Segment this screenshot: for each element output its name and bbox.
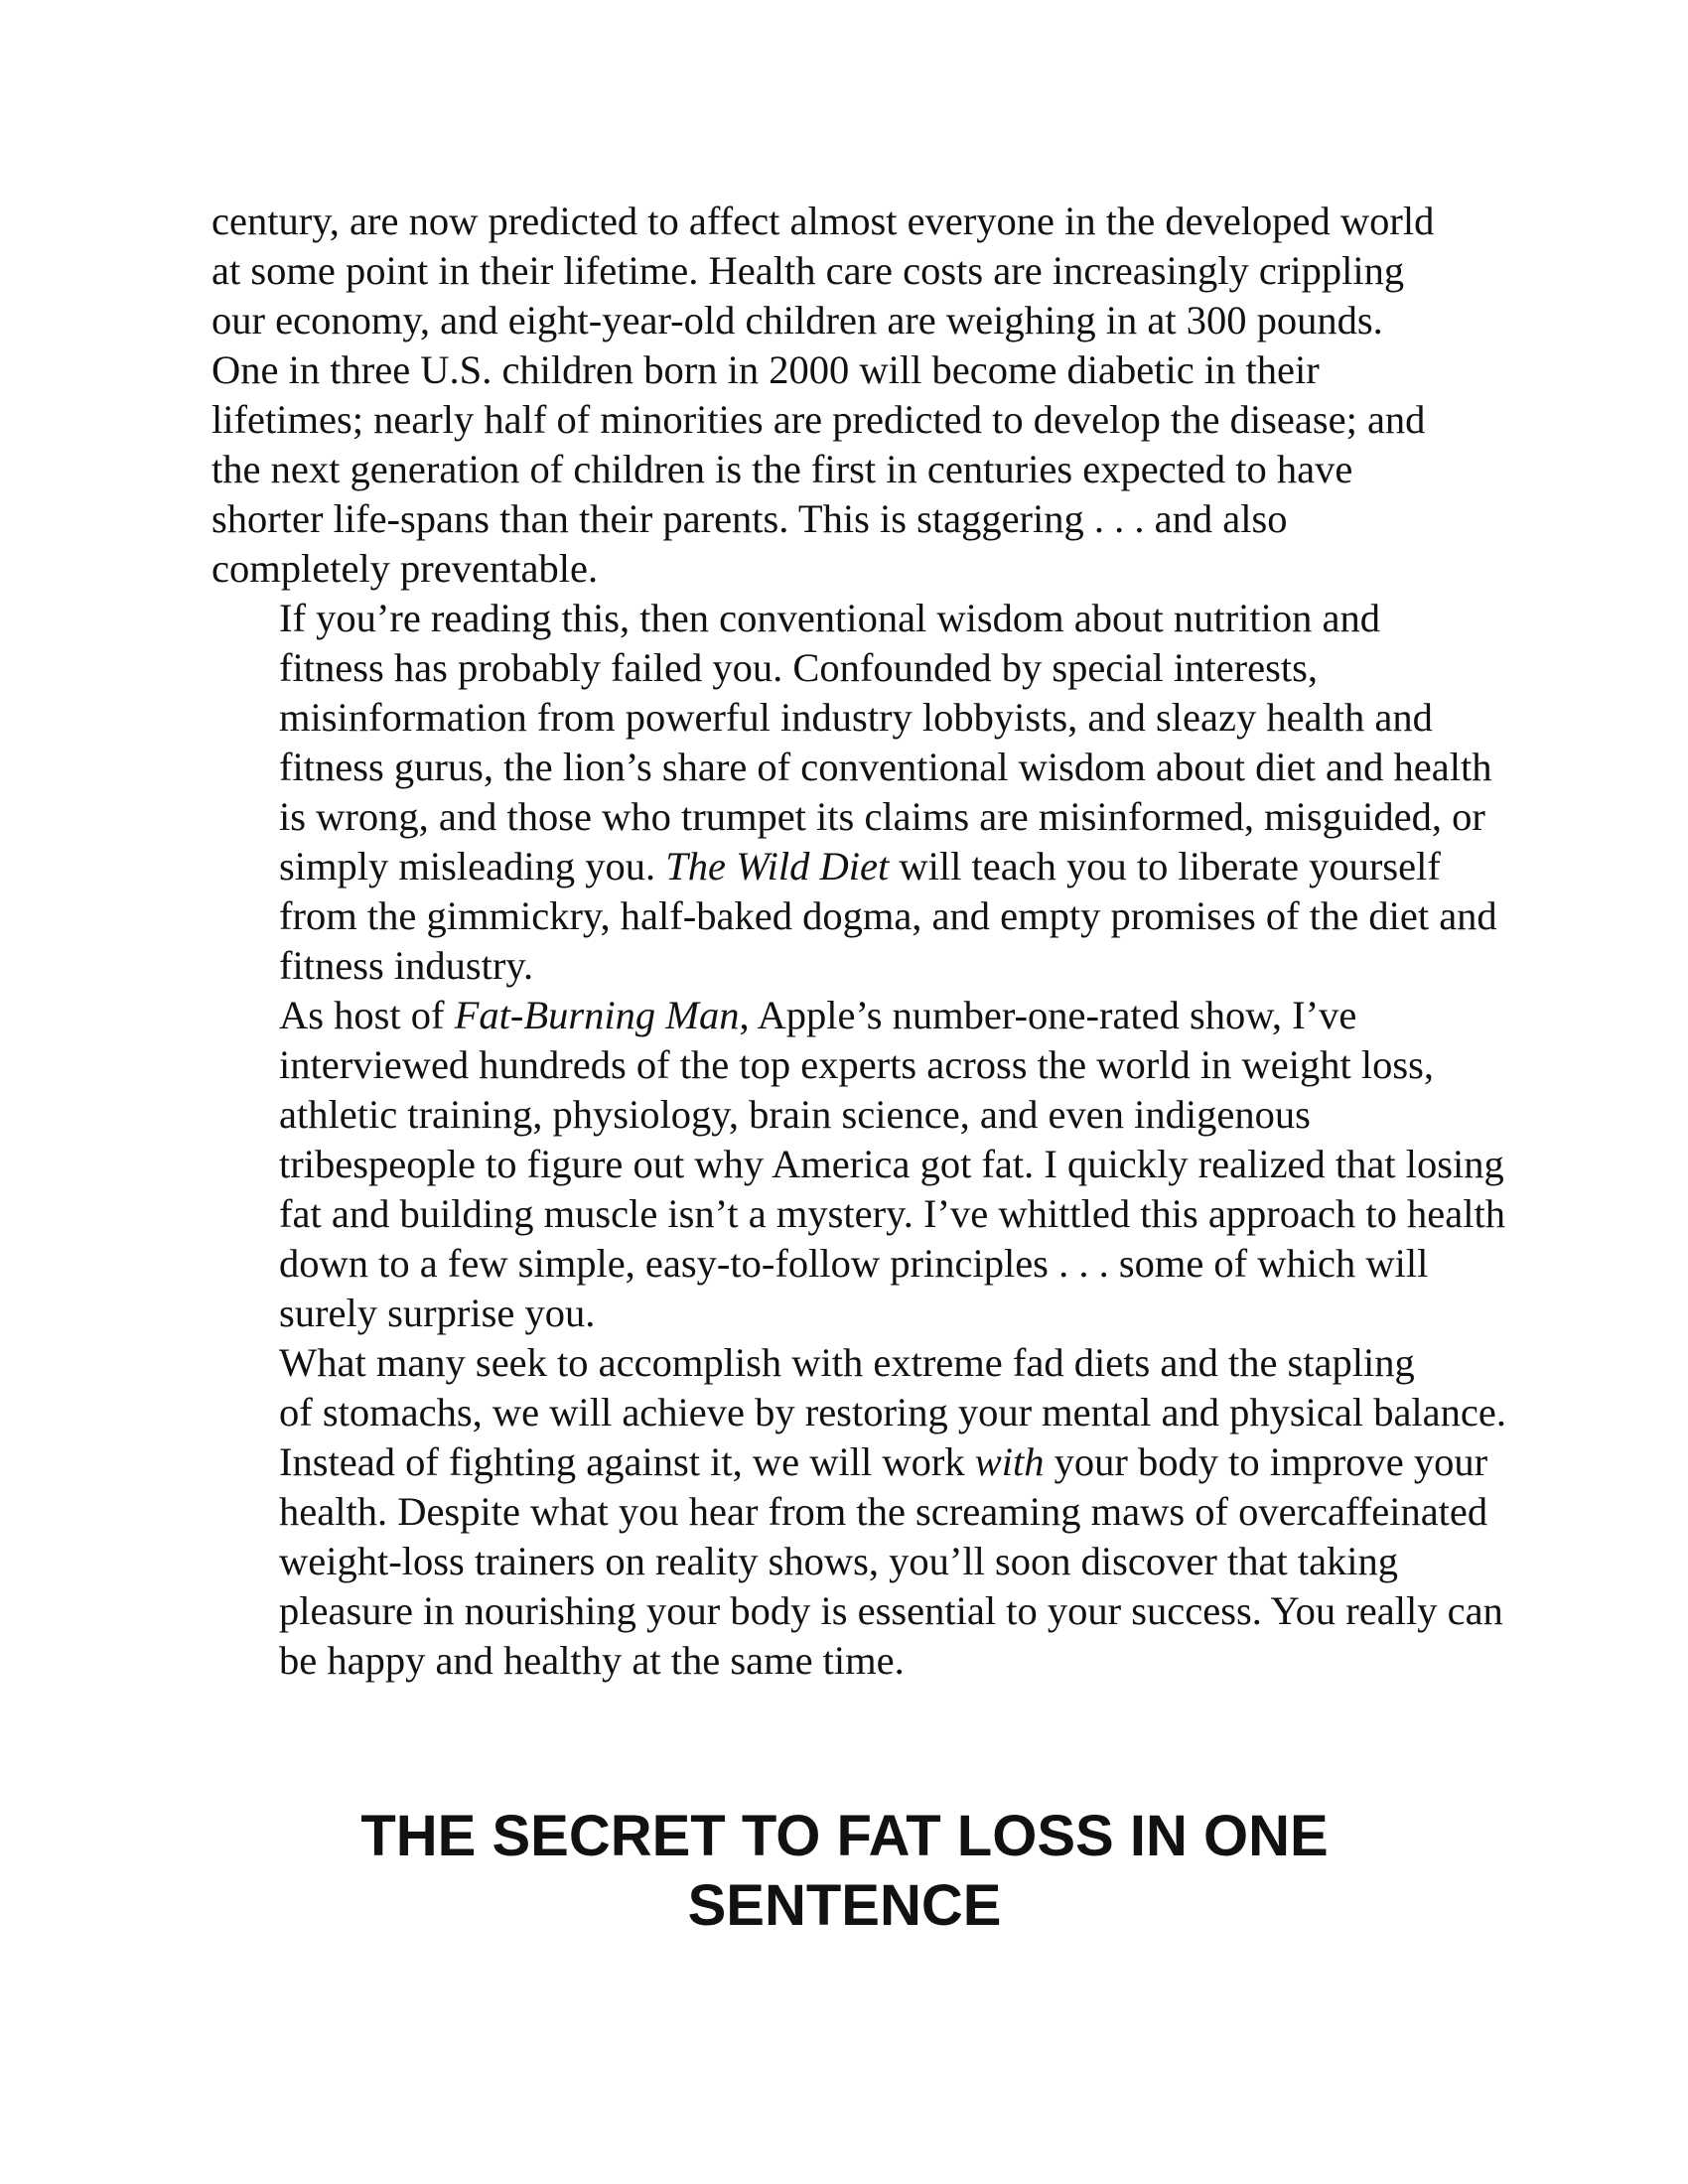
paragraph-4 — [211, 1338, 1506, 1686]
text-segment: As host of — [279, 993, 455, 1037]
text-line: tribespeople to figure out why America got fat. I quickly realized that losing — [279, 1142, 1504, 1186]
text-line: surely surprise you. — [279, 1291, 596, 1335]
text-line: century, are now predicted to affect almost everyone in the developed world — [211, 199, 1435, 243]
text-line: athletic training, physiology, brain science, and even indigenous — [279, 1092, 1311, 1137]
text-segment: will teach you to liberate yourself — [889, 844, 1441, 888]
text-line: pleasure in nourishing your body is essential to your success. You really can — [279, 1588, 1503, 1633]
text-segment: Instead of fighting against it, we will work — [279, 1439, 975, 1484]
text-line: What many seek to accomplish with extreme fad diets and the stapling — [279, 1340, 1415, 1385]
paragraph-3 — [211, 991, 1505, 1338]
text-line: fitness gurus, the lion’s share of conventional wisdom about diet and health — [279, 745, 1492, 789]
text-line: health. Despite what you hear from the screaming maws of overcaffeinated — [279, 1489, 1488, 1534]
text-line: our economy, and eight-year-old children are weighing in at 300 pounds. — [211, 298, 1383, 342]
section-heading — [211, 1802, 1477, 1941]
paragraph-2 — [211, 594, 1497, 991]
text-line: down to a few simple, easy-to-follow principles . . . some of which will — [279, 1241, 1429, 1286]
text-line-with-title — [211, 842, 1492, 891]
text-line: be happy and healthy at the same time. — [279, 1638, 905, 1683]
text-line: weight-loss trainers on reality shows, you’ll soon discover that taking — [279, 1539, 1399, 1583]
show-title: Fat-Burning Man — [454, 993, 740, 1037]
text-line: completely preventable. — [211, 546, 599, 591]
text-line: misinformation from powerful industry lobbyists, and sleazy health and — [279, 695, 1433, 740]
text-line: at some point in their lifetime. Health care costs are increasingly crippling — [211, 248, 1405, 293]
text-line: shorter life-spans than their parents. This is staggering . . . and also — [211, 496, 1288, 541]
paragraph-1 — [211, 197, 1492, 594]
text-line: If you’re reading this, then conventional wisdom about nutrition and — [279, 596, 1381, 640]
text-line: One in three U.S. children born in 2000 will become diabetic in their — [211, 347, 1320, 392]
text-segment: your body to improve your — [1044, 1439, 1488, 1484]
text-line-with-emphasis — [211, 1437, 1492, 1487]
text-line: the next generation of children is the first in centuries expected to have — [211, 447, 1353, 491]
text-segment: simply misleading you. — [279, 844, 666, 888]
text-line: fitness industry. — [279, 943, 534, 988]
text-line: interviewed hundreds of the top experts across the world in weight loss, — [279, 1042, 1434, 1087]
book-title: The Wild Diet — [665, 844, 890, 888]
text-line: lifetimes; nearly half of minorities are predicted to develop the disease; and — [211, 397, 1426, 442]
text-line: of stomachs, we will achieve by restoring your mental and physical balance. — [279, 1390, 1506, 1434]
body-text — [211, 197, 1506, 1686]
heading-line: THE SECRET TO FAT LOSS IN ONE — [360, 1804, 1329, 1868]
text-line: is wrong, and those who trumpet its claims are misinformed, misguided, or — [279, 794, 1485, 839]
emphasized-word: with — [974, 1439, 1045, 1484]
heading-line: SENTENCE — [687, 1873, 1002, 1938]
text-line: fat and building muscle isn’t a mystery. I’ve whittled this approach to health — [279, 1191, 1505, 1236]
text-segment: , Apple’s number-one-rated show, I’ve — [739, 993, 1357, 1037]
text-line: fitness has probably failed you. Confounded by special interests, — [279, 645, 1319, 690]
text-line: from the gimmickry, half-baked dogma, and empty promises of the diet and — [279, 893, 1497, 938]
text-line-with-title — [211, 991, 1492, 1040]
